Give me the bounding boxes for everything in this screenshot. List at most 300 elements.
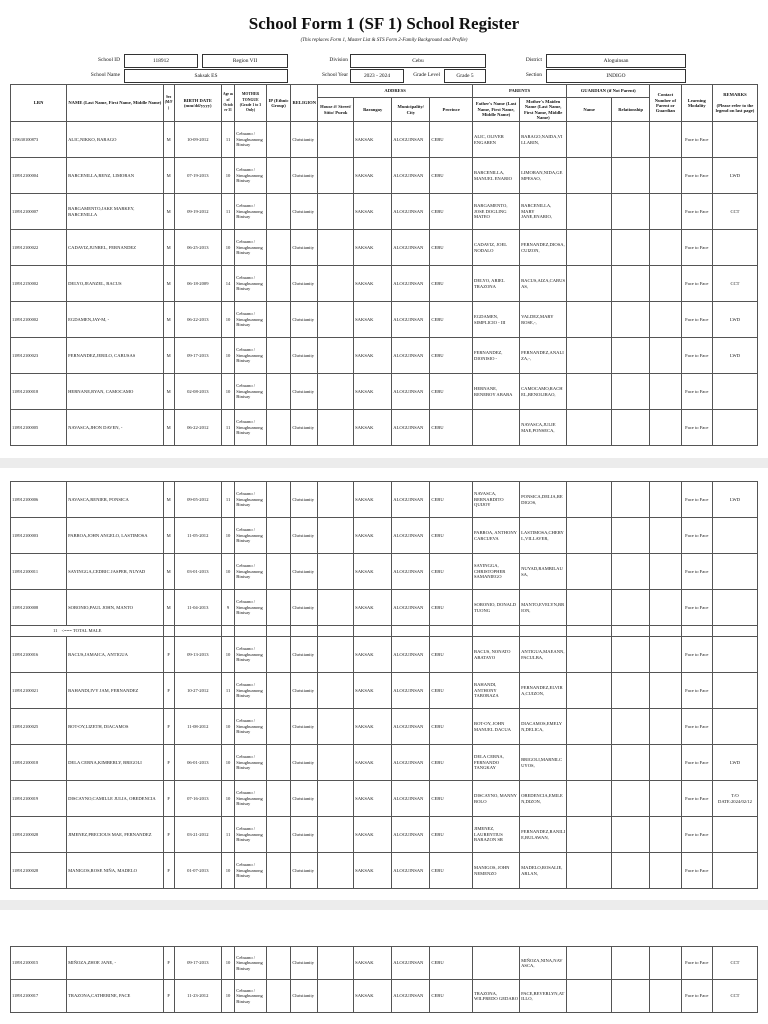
remarks-cell: CCT: [712, 947, 757, 980]
birth-date-cell: 03-21-2012: [174, 817, 221, 853]
page-break-2: [0, 900, 768, 910]
barangay-cell: SAKSAK: [354, 266, 392, 302]
religion-cell: Christianity: [291, 673, 318, 709]
remarks-cell: [712, 410, 757, 446]
district-label: District: [525, 57, 542, 63]
province-cell: CEBU: [430, 554, 473, 590]
age-cell: 10: [221, 637, 234, 673]
col-father: Father's Name (Last Name, First Name, Middle Name): [473, 98, 520, 122]
learning-modality-cell: Face to Face: [681, 590, 712, 626]
col-municipality: Municipality/ City: [392, 98, 430, 122]
birth-date-cell: 06-22-2012: [174, 410, 221, 446]
learning-modality-cell: Face to Face: [681, 817, 712, 853]
mother-cell: LIMORAN,NIDA,GEMPESAO,: [520, 158, 567, 194]
table-row: [11, 637, 758, 673]
mother-cell: FERNANDEZ,RANILIE,BULAWAN,: [520, 817, 567, 853]
ip-cell: [266, 590, 291, 626]
guardian-name-cell: [567, 266, 612, 302]
house-cell: [318, 590, 354, 626]
name-cell: SAYINGGA,CEDRIC JASPER, NUYAD: [67, 554, 163, 590]
ip-cell: [266, 374, 291, 410]
barangay-cell: SAKSAK: [354, 374, 392, 410]
mother-cell: PACE,BEVERLYN,ATILLO,: [520, 980, 567, 1013]
empty-cell: [235, 626, 266, 637]
mother-tongue-cell: Cebuano / Sinugbuanong Binisay: [235, 673, 266, 709]
col-birth-date: BIRTH DATE (mm/dd/yyyy): [174, 85, 221, 122]
learning-modality-cell: Face to Face: [681, 853, 712, 889]
ip-cell: [266, 781, 291, 817]
age-cell: 10: [221, 338, 234, 374]
ip-cell: [266, 158, 291, 194]
religion-cell: Christianity: [291, 745, 318, 781]
table-row: [11, 673, 758, 709]
sex-cell: M: [163, 554, 174, 590]
province-cell: CEBU: [430, 745, 473, 781]
age-cell: 10: [221, 709, 234, 745]
remarks-cell: [712, 637, 757, 673]
religion-cell: Christianity: [291, 980, 318, 1013]
age-cell: 10: [221, 781, 234, 817]
sex-cell: F: [163, 853, 174, 889]
birth-date-cell: 02-08-2013: [174, 374, 221, 410]
mother-cell: PONSICA,DELIA,REDIGOS,: [520, 482, 567, 518]
father-cell: BACUS, NONATO ABATAYO: [473, 637, 520, 673]
religion-cell: Christianity: [291, 482, 318, 518]
age-cell: 11: [221, 410, 234, 446]
lrn-cell: 118912100003: [11, 518, 67, 554]
relationship-cell: [612, 194, 650, 230]
guardian-name-cell: [567, 374, 612, 410]
mother-tongue-cell: Cebuano / Sinugbuanong Binisay: [235, 853, 266, 889]
mother-tongue-cell: Cebuano / Sinugbuanong Binisay: [235, 302, 266, 338]
table-row: [11, 266, 758, 302]
empty-cell: [612, 626, 650, 637]
col-religion: RELIGION: [291, 85, 318, 122]
birth-date-cell: 10-27-2012: [174, 673, 221, 709]
contact-cell: [650, 745, 681, 781]
name-cell: BOT-OY,LIZETH, DIACAMOS: [67, 709, 163, 745]
guardian-name-cell: [567, 158, 612, 194]
name-cell: BAHANDI,IVY JAM, FERNANDEZ: [67, 673, 163, 709]
mother-tongue-cell: Cebuano / Sinugbuanong Binisay: [235, 122, 266, 158]
remarks-cell: CCT: [712, 194, 757, 230]
learning-modality-cell: Face to Face: [681, 637, 712, 673]
contact-cell: [650, 302, 681, 338]
mother-cell: CAMOCAMO,RACHEL,BENOLIRAO,: [520, 374, 567, 410]
age-cell: 11: [221, 673, 234, 709]
sex-cell: M: [163, 266, 174, 302]
barangay-cell: SAKSAK: [354, 947, 392, 980]
barangay-cell: SAKSAK: [354, 590, 392, 626]
table-row: [11, 853, 758, 889]
relationship-cell: [612, 781, 650, 817]
ip-cell: [266, 482, 291, 518]
mother-cell: MIÑOZA,NINA,NAVASCA,: [520, 947, 567, 980]
guardian-name-cell: [567, 554, 612, 590]
empty-cell: [430, 626, 473, 637]
age-cell: 14: [221, 266, 234, 302]
table-row: [11, 302, 758, 338]
learning-modality-cell: Face to Face: [681, 673, 712, 709]
age-cell: 10: [221, 518, 234, 554]
lrn-cell: 118912100019: [11, 781, 67, 817]
register-table: [10, 84, 758, 446]
mother-cell: BRIGOLI,MARNILCUYOS,: [520, 745, 567, 781]
age-cell: 11: [221, 817, 234, 853]
barangay-cell: SAKSAK: [354, 817, 392, 853]
province-cell: CEBU: [430, 230, 473, 266]
religion-cell: Christianity: [291, 947, 318, 980]
municipality-cell: ALOGUINSAN: [392, 781, 430, 817]
school-year-label: School Year: [321, 72, 348, 78]
table-row: [11, 338, 758, 374]
name-cell: CADAVIZ,JUNREL, FERNANDEZ: [67, 230, 163, 266]
lrn-cell: 118912100008: [11, 590, 67, 626]
contact-cell: [650, 338, 681, 374]
municipality-cell: ALOGUINSAN: [392, 947, 430, 980]
guardian-name-cell: [567, 709, 612, 745]
total-male-count: 11: [53, 628, 58, 634]
table-row: [11, 709, 758, 745]
learning-modality-cell: Face to Face: [681, 374, 712, 410]
ip-cell: [266, 709, 291, 745]
house-cell: [318, 302, 354, 338]
province-cell: CEBU: [430, 673, 473, 709]
col-contact: Contact Number of Parent or Guardian: [650, 85, 681, 122]
barangay-cell: SAKSAK: [354, 302, 392, 338]
remarks-cell: [712, 817, 757, 853]
religion-cell: Christianity: [291, 122, 318, 158]
province-cell: CEBU: [430, 817, 473, 853]
municipality-cell: ALOGUINSAN: [392, 230, 430, 266]
contact-cell: [650, 817, 681, 853]
barangay-cell: SAKSAK: [354, 637, 392, 673]
contact-cell: [650, 374, 681, 410]
birth-date-cell: 11-08-2012: [174, 709, 221, 745]
relationship-cell: [612, 230, 650, 266]
house-cell: [318, 673, 354, 709]
learning-modality-cell: Face to Face: [681, 980, 712, 1013]
learning-modality-cell: Face to Face: [681, 781, 712, 817]
col-learning-modality: Learning Modality: [681, 85, 712, 122]
remarks-cell: LWD: [712, 302, 757, 338]
contact-cell: [650, 709, 681, 745]
mother-tongue-cell: Cebuano / Sinugbuanong Binisay: [235, 709, 266, 745]
contact-cell: [650, 266, 681, 302]
mother-cell: FERNANDEZ,ELVIRA,CUIZON,: [520, 673, 567, 709]
lrn-cell: 118912100002: [11, 302, 67, 338]
lrn-cell: 118912150002: [11, 266, 67, 302]
sex-cell: M: [163, 122, 174, 158]
house-cell: [318, 637, 354, 673]
mother-tongue-cell: Cebuano / Sinugbuanong Binisay: [235, 374, 266, 410]
religion-cell: Christianity: [291, 781, 318, 817]
municipality-cell: ALOGUINSAN: [392, 745, 430, 781]
learning-modality-cell: Face to Face: [681, 230, 712, 266]
mother-cell: ANTIGUA,MAEANN,PACULBA,: [520, 637, 567, 673]
lrn-cell: 118912100011: [11, 554, 67, 590]
relationship-cell: [612, 266, 650, 302]
col-province: Province: [430, 98, 473, 122]
mother-tongue-cell: Cebuano / Sinugbuanong Binisay: [235, 947, 266, 980]
house-cell: [318, 853, 354, 889]
barangay-cell: SAKSAK: [354, 980, 392, 1013]
birth-date-cell: 06-01-2013: [174, 745, 221, 781]
father-cell: PABROA, ANTHONY CARCUEVA: [473, 518, 520, 554]
barangay-cell: SAKSAK: [354, 158, 392, 194]
municipality-cell: ALOGUINSAN: [392, 122, 430, 158]
name-cell: BARCENILLA,RENZ, LIMORAN: [67, 158, 163, 194]
col-age: Age as of October 31: [221, 85, 234, 122]
ip-cell: [266, 673, 291, 709]
lrn-cell: 118912100025: [11, 709, 67, 745]
register-body-1: [11, 122, 758, 446]
mother-cell: BARCENILLA, MARY JANE,ENARIO,: [520, 194, 567, 230]
birth-date-cell: 01-07-2013: [174, 853, 221, 889]
table-row: [11, 980, 758, 1013]
table-row: [11, 122, 758, 158]
father-cell: DELA CERNA, FERNANDO TANGKAY: [473, 745, 520, 781]
mother-cell: DIACAMOS,EMELYN,DELICA,: [520, 709, 567, 745]
guardian-name-cell: [567, 637, 612, 673]
empty-cell: [473, 626, 520, 637]
ip-cell: [266, 302, 291, 338]
birth-date-cell: 03-01-2013: [174, 554, 221, 590]
barangay-cell: SAKSAK: [354, 194, 392, 230]
name-cell: ALIC,NIKKO, BARAGO: [67, 122, 163, 158]
age-cell: 10: [221, 554, 234, 590]
sex-cell: M: [163, 374, 174, 410]
register-table-continued-2: [10, 946, 758, 1013]
relationship-cell: [612, 482, 650, 518]
house-cell: [318, 745, 354, 781]
guardian-name-cell: [567, 230, 612, 266]
father-cell: JIMENEZ, LAURENTIUS BARAZON SR: [473, 817, 520, 853]
mother-cell: OBEDENCIA,EMILEN,DIZON,: [520, 781, 567, 817]
birth-date-cell: 07-19-2013: [174, 158, 221, 194]
sex-cell: M: [163, 302, 174, 338]
relationship-cell: [612, 302, 650, 338]
province-cell: CEBU: [430, 194, 473, 230]
name-cell: DELYO,JEANZEL, BACUS: [67, 266, 163, 302]
lrn-cell: 118912100028: [11, 817, 67, 853]
mother-tongue-cell: Cebuano / Sinugbuanong Binisay: [235, 980, 266, 1013]
sex-cell: F: [163, 947, 174, 980]
ip-cell: [266, 980, 291, 1013]
mother-cell: VALDEZ,MARY ROSE,-,: [520, 302, 567, 338]
birth-date-cell: 06-18-2009: [174, 266, 221, 302]
school-id-label: School ID: [97, 57, 120, 63]
religion-cell: Christianity: [291, 853, 318, 889]
mother-cell: BARAGO,NAIDA,VILLARIN,: [520, 122, 567, 158]
guardian-name-cell: [567, 673, 612, 709]
learning-modality-cell: Face to Face: [681, 266, 712, 302]
relationship-cell: [612, 853, 650, 889]
father-cell: DISCAYNO, MANNY BOLO: [473, 781, 520, 817]
province-cell: CEBU: [430, 637, 473, 673]
grade-level-label: Grade Level: [413, 72, 440, 78]
empty-cell: [221, 626, 234, 637]
learning-modality-cell: Face to Face: [681, 338, 712, 374]
relationship-cell: [612, 158, 650, 194]
learning-modality-cell: Face to Face: [681, 745, 712, 781]
mother-tongue-cell: Cebuano / Sinugbuanong Binisay: [235, 518, 266, 554]
learning-modality-cell: Face to Face: [681, 158, 712, 194]
division-label: Division: [329, 57, 348, 63]
section-value: INDIGO: [546, 69, 686, 83]
province-cell: CEBU: [430, 338, 473, 374]
age-cell: 11: [221, 194, 234, 230]
relationship-cell: [612, 590, 650, 626]
col-parents: PARENTS: [473, 85, 567, 98]
ip-cell: [266, 266, 291, 302]
empty-cell: [163, 626, 174, 637]
ip-cell: [266, 338, 291, 374]
relationship-cell: [612, 554, 650, 590]
learning-modality-cell: Face to Face: [681, 709, 712, 745]
table-row: [11, 947, 758, 980]
page-break: [0, 458, 768, 468]
name-cell: HERNANE,RYAN, CAMOCAMO: [67, 374, 163, 410]
father-cell: NAVASCA, BERNARDITO QUIJOY: [473, 482, 520, 518]
relationship-cell: [612, 637, 650, 673]
lrn-cell: 119630100873: [11, 122, 67, 158]
remarks-cell: [712, 518, 757, 554]
religion-cell: Christianity: [291, 637, 318, 673]
contact-cell: [650, 947, 681, 980]
sex-cell: M: [163, 482, 174, 518]
relationship-cell: [612, 709, 650, 745]
birth-date-cell: 09-19-2012: [174, 194, 221, 230]
municipality-cell: ALOGUINSAN: [392, 673, 430, 709]
father-cell: TRAZONA, WILFREDO GEDARO: [473, 980, 520, 1013]
guardian-name-cell: [567, 853, 612, 889]
religion-cell: Christianity: [291, 410, 318, 446]
relationship-cell: [612, 947, 650, 980]
empty-cell: [567, 626, 612, 637]
mother-tongue-cell: Cebuano / Sinugbuanong Binisay: [235, 637, 266, 673]
mother-tongue-cell: Cebuano / Sinugbuanong Binisay: [235, 781, 266, 817]
municipality-cell: ALOGUINSAN: [392, 709, 430, 745]
house-cell: [318, 482, 354, 518]
father-cell: CADAVIZ, JOEL NODALO: [473, 230, 520, 266]
birth-date-cell: 09-05-2012: [174, 482, 221, 518]
birth-date-cell: 10-09-2012: [174, 122, 221, 158]
sex-cell: F: [163, 745, 174, 781]
father-cell: FERNANDEZ, DIONISIO -: [473, 338, 520, 374]
table-row: [11, 482, 758, 518]
register-table-continued: [10, 481, 758, 889]
sex-cell: M: [163, 338, 174, 374]
lrn-cell: 118912100005: [11, 410, 67, 446]
father-cell: EGDAMEN, SIMPLICIO - III: [473, 302, 520, 338]
empty-cell: [266, 626, 291, 637]
division-value: Cebu: [350, 54, 486, 68]
father-cell: [473, 947, 520, 980]
province-cell: CEBU: [430, 410, 473, 446]
col-name: NAME (Last Name, First Name, Middle Name): [67, 85, 163, 122]
mother-tongue-cell: Cebuano / Sinugbuanong Binisay: [235, 554, 266, 590]
house-cell: [318, 410, 354, 446]
age-cell: 10: [221, 158, 234, 194]
remarks-cell: [712, 374, 757, 410]
mother-tongue-cell: Cebuano / Sinugbuanong Binisay: [235, 745, 266, 781]
col-barangay: Barangay: [354, 98, 392, 122]
empty-cell: [712, 626, 757, 637]
religion-cell: Christianity: [291, 590, 318, 626]
remarks-cell: CCT: [712, 980, 757, 1013]
table-row: [11, 230, 758, 266]
contact-cell: [650, 194, 681, 230]
barangay-cell: SAKSAK: [354, 482, 392, 518]
learning-modality-cell: Face to Face: [681, 410, 712, 446]
contact-cell: [650, 158, 681, 194]
remarks-cell: CCT: [712, 266, 757, 302]
father-cell: DELYO, ARIEL TRAZONA: [473, 266, 520, 302]
house-cell: [318, 518, 354, 554]
birth-date-cell: 11-04-2013: [174, 590, 221, 626]
lrn-cell: 118912100028: [11, 853, 67, 889]
contact-cell: [650, 637, 681, 673]
mother-cell: MANTO,EVELYN,BRION,: [520, 590, 567, 626]
father-cell: BARCENILLA, MANUEL ENARIO: [473, 158, 520, 194]
table-row: [11, 374, 758, 410]
ip-cell: [266, 230, 291, 266]
municipality-cell: ALOGUINSAN: [392, 980, 430, 1013]
mother-tongue-cell: Cebuano / Sinugbuanong Binisay: [235, 158, 266, 194]
mother-tongue-cell: Cebuano / Sinugbuanong Binisay: [235, 230, 266, 266]
municipality-cell: ALOGUINSAN: [392, 482, 430, 518]
contact-cell: [650, 410, 681, 446]
age-cell: 10: [221, 980, 234, 1013]
school-name-label: School Name: [90, 72, 120, 78]
relationship-cell: [612, 122, 650, 158]
religion-cell: Christianity: [291, 374, 318, 410]
barangay-cell: SAKSAK: [354, 230, 392, 266]
province-cell: CEBU: [430, 518, 473, 554]
col-mother: Mother's Maiden Name (Last Name, First Name, Middle Name): [520, 98, 567, 122]
contact-cell: [650, 230, 681, 266]
mother-tongue-cell: Cebuano / Sinugbuanong Binisay: [235, 266, 266, 302]
ip-cell: [266, 637, 291, 673]
name-cell: DISCAYNO,CAMILLE JULIA, OBEDENCIA: [67, 781, 163, 817]
learning-modality-cell: Face to Face: [681, 302, 712, 338]
father-cell: SORONIO, DONALD TUONG: [473, 590, 520, 626]
lrn-cell: 118912100018: [11, 745, 67, 781]
sex-cell: F: [163, 709, 174, 745]
mother-cell: BACUS,AIZA,CABUSAS,: [520, 266, 567, 302]
relationship-cell: [612, 374, 650, 410]
sex-cell: M: [163, 230, 174, 266]
learning-modality-cell: Face to Face: [681, 947, 712, 980]
ip-cell: [266, 947, 291, 980]
relationship-cell: [612, 980, 650, 1013]
guardian-name-cell: [567, 817, 612, 853]
contact-cell: [650, 673, 681, 709]
ip-cell: [266, 122, 291, 158]
table-row: [11, 817, 758, 853]
ip-cell: [266, 518, 291, 554]
empty-cell: [520, 626, 567, 637]
birth-date-cell: 09-13-2013: [174, 637, 221, 673]
house-cell: [318, 709, 354, 745]
mother-tongue-cell: Cebuano / Sinugbuanong Binisay: [235, 817, 266, 853]
ip-cell: [266, 817, 291, 853]
barangay-cell: SAKSAK: [354, 673, 392, 709]
birth-date-cell: 09-17-2013: [174, 947, 221, 980]
mother-tongue-cell: Cebuano / Sinugbuanong Binisay: [235, 338, 266, 374]
col-address: ADDRESS: [318, 85, 473, 98]
